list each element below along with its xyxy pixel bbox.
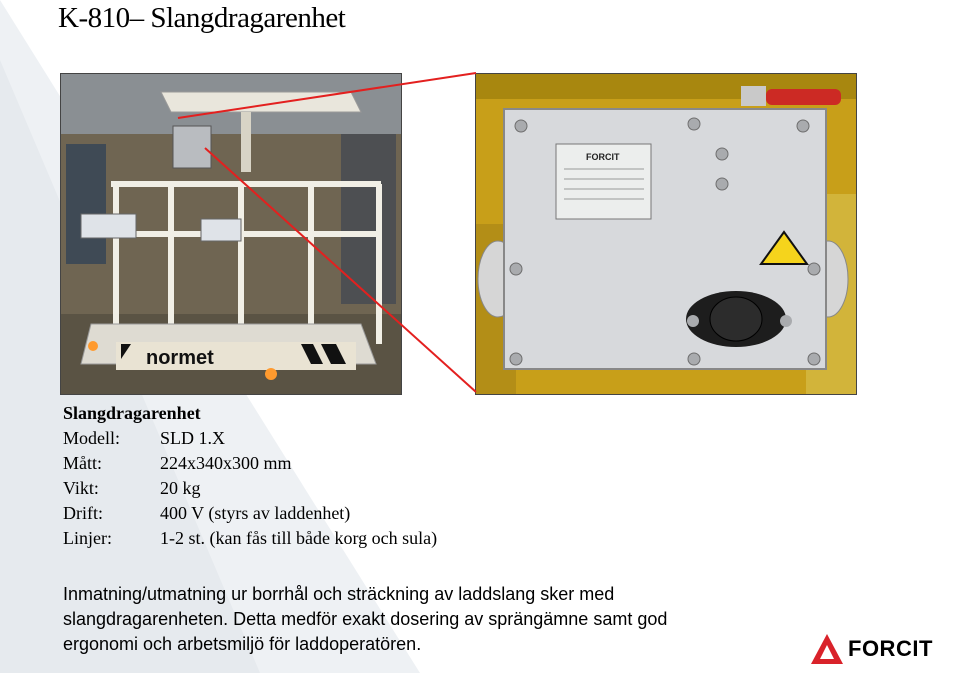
slide-title: K-810– Slangdragarenhet <box>58 2 346 34</box>
spec-value: SLD 1.X <box>160 428 226 448</box>
spec-label: Drift: <box>63 503 103 523</box>
description-line: ergonomi och arbetsmiljö för laddoperatören. <box>63 634 422 654</box>
spec-value: 224x340x300 mm <box>160 453 292 473</box>
spec-label: Modell: <box>63 428 120 448</box>
spec-value: 20 kg <box>160 478 201 498</box>
spec-value: 400 V (styrs av laddenhet) <box>160 503 351 523</box>
spec-row-dimensions <box>63 451 437 476</box>
forcit-logo-mark-icon <box>810 633 844 665</box>
spec-block <box>63 401 437 551</box>
spec-label: Linjer: <box>63 528 112 548</box>
nameplate-brand: FORCIT <box>586 152 620 162</box>
spec-label: Mått: <box>63 453 102 473</box>
spec-value: 1-2 st. (kan fås till både korg och sula) <box>160 528 438 548</box>
spec-row-weight <box>63 476 437 501</box>
description-line: slangdragarenheten. Detta medför exakt dosering av sprängämne samt god <box>63 609 668 629</box>
spec-label: Vikt: <box>63 478 99 498</box>
description-paragraph <box>63 582 763 657</box>
spec-heading: Slangdragarenhet <box>63 403 201 423</box>
forcit-logo <box>810 633 933 665</box>
normet-logo-text: normet <box>146 347 214 369</box>
spec-row-power <box>63 501 437 526</box>
description-line: Inmatning/utmatning ur borrhål och sträckning av laddslang sker med <box>63 584 615 604</box>
spec-row-lines <box>63 526 437 551</box>
forcit-logo-text: FORCIT <box>848 636 933 661</box>
spec-row-model <box>63 426 437 451</box>
